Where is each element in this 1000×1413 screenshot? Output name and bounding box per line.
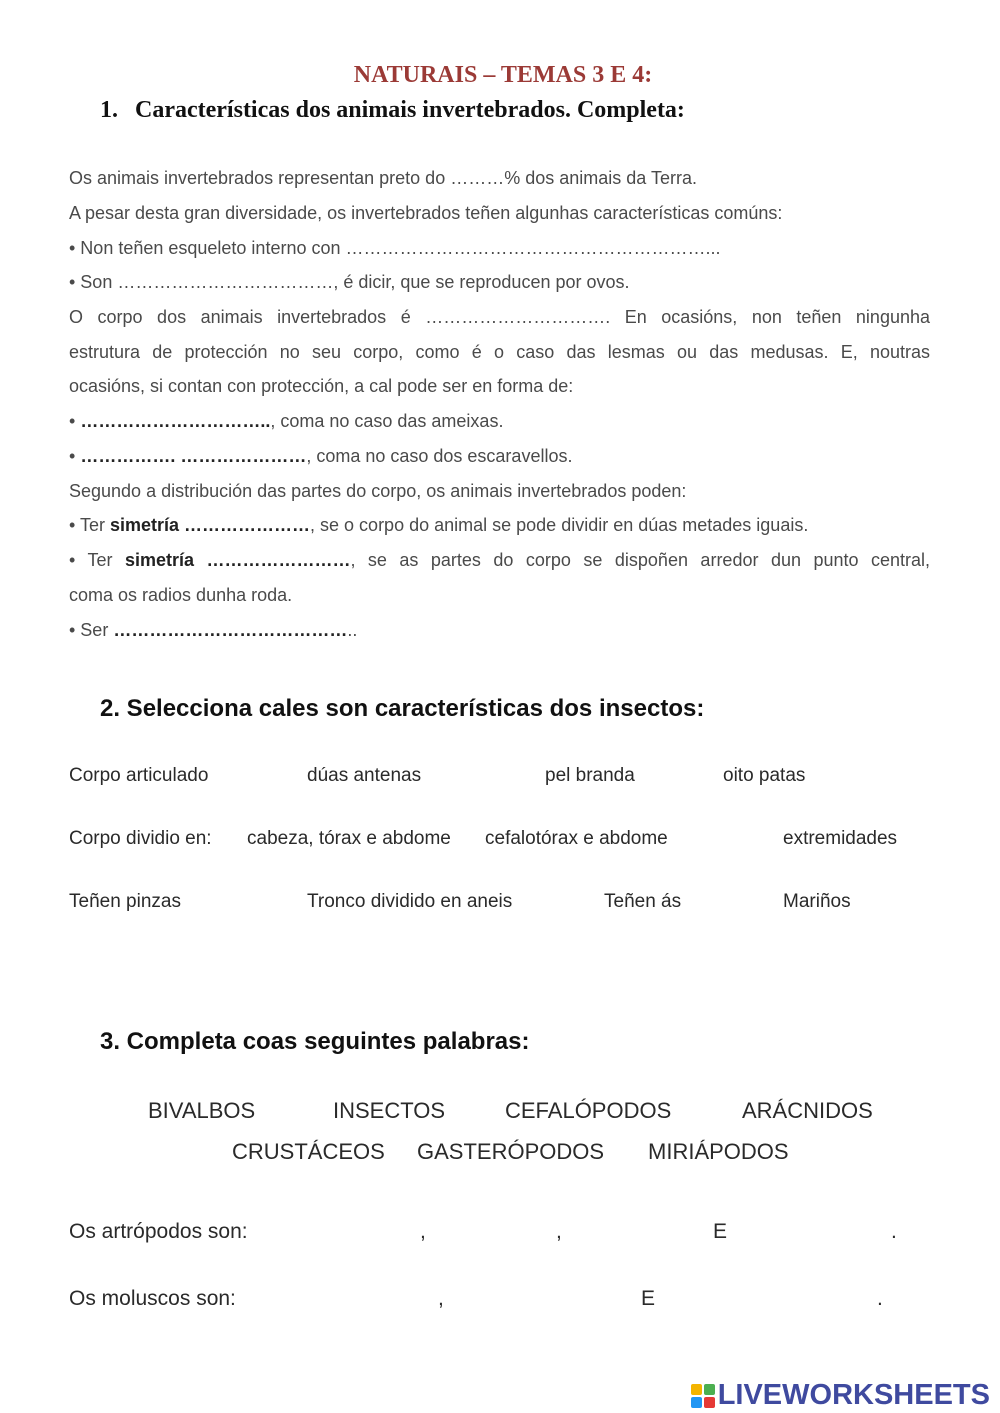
bullet-shell-prefix: • xyxy=(69,411,81,431)
label-corpo-dividio: Corpo dividio en: xyxy=(69,828,212,849)
logo-square-2 xyxy=(704,1384,715,1395)
sym2-prefix: • Ter xyxy=(69,550,125,570)
text-line-diversity: A pesar desta gran diversidade, os invertebrados teñen algunhas características comúns: xyxy=(69,203,783,223)
text-line-percentage: Os animais invertebrados representan preto do ………% dos animais da Terra. xyxy=(69,168,697,188)
sym1-prefix: • Ter xyxy=(69,515,110,535)
word-bivalbos[interactable]: BIVALBOS xyxy=(148,1098,256,1123)
section-2-heading: 2. Selecciona cales son características dos insectos: xyxy=(100,695,705,722)
logo-text: LIVEWORKSHEETS xyxy=(717,1379,990,1411)
bullet-exo-text: , coma no caso dos escaravellos. xyxy=(306,446,573,466)
liveworksheets-logo xyxy=(691,1379,990,1412)
option-duas-antenas[interactable]: dúas antenas xyxy=(307,765,422,786)
arthropods-end: . xyxy=(891,1220,897,1243)
text-line-body: O corpo dos animais invertebrados é …………………………. En ocasións, non teñen ningunha xyxy=(69,307,930,327)
option-extremidades[interactable]: extremidades xyxy=(783,828,898,849)
section-1-number: 1. xyxy=(100,97,118,123)
option-tenen-as[interactable]: Teñen ás xyxy=(604,891,682,912)
bullet-exo-blank[interactable]: ……………. ………………… xyxy=(80,446,307,466)
logo-square-3 xyxy=(691,1397,702,1408)
bullet-symmetry-radial xyxy=(69,550,930,571)
ser-blank[interactable]: ………………………………… xyxy=(113,620,348,640)
arthropods-label: Os artrópodos son: xyxy=(69,1220,248,1243)
word-miriapodos[interactable]: MIRIÁPODOS xyxy=(648,1139,789,1164)
arthropods-and: E xyxy=(713,1220,728,1243)
option-tronco-aneis[interactable]: Tronco dividido en aneis xyxy=(307,891,513,912)
logo-squares-icon xyxy=(691,1384,715,1408)
bullet-symmetry-bilateral xyxy=(69,515,808,536)
logo-square-1 xyxy=(691,1384,702,1395)
option-cabeza-torax-abdome[interactable]: cabeza, tórax e abdome xyxy=(247,828,451,849)
bullet-exo-prefix: • xyxy=(69,446,81,466)
word-crustaceos[interactable]: CRUSTÁCEOS xyxy=(232,1139,385,1164)
molluscs-end: . xyxy=(877,1287,883,1310)
bullet-shell-text: , coma no caso das ameixas. xyxy=(270,411,504,431)
bullet-shell-blank[interactable]: ………………………….. xyxy=(80,411,271,431)
option-oito-patas[interactable]: oito patas xyxy=(723,765,806,786)
bullet-exoskeleton xyxy=(69,446,572,467)
option-pel-branda[interactable]: pel branda xyxy=(545,765,635,786)
section-1-heading xyxy=(100,97,685,124)
option-cefalotorax-abdome[interactable]: cefalotórax e abdome xyxy=(485,828,668,849)
molluscs-and: E xyxy=(641,1287,656,1310)
page-title: NATURAIS – TEMAS 3 E 4: xyxy=(353,62,653,88)
logo-square-4 xyxy=(704,1397,715,1408)
word-cefalopodos[interactable]: CEFALÓPODOS xyxy=(505,1098,672,1123)
arthropods-comma-2: , xyxy=(556,1220,562,1243)
sym2-blank[interactable]: simetría …………………… xyxy=(124,550,351,570)
text-line-protection: estrutura de protección no seu corpo, como é o caso das lesmas ou das medusas. E, noutras xyxy=(69,342,930,362)
bullet-asymmetric xyxy=(69,620,357,641)
option-marinos[interactable]: Mariños xyxy=(783,891,851,912)
word-aracnidos[interactable]: ARÁCNIDOS xyxy=(742,1098,873,1123)
arthropods-comma-1: , xyxy=(420,1220,426,1243)
text-line-distribution: Segundo a distribución das partes do corpo, os animais invertebrados poden: xyxy=(69,481,687,501)
molluscs-comma-1: , xyxy=(438,1287,444,1310)
option-corpo-articulado[interactable]: Corpo articulado xyxy=(69,765,209,786)
ser-prefix: • Ser xyxy=(69,620,114,640)
sym1-blank[interactable]: simetría ………………… xyxy=(109,515,311,535)
molluscs-label: Os moluscos son: xyxy=(69,1287,236,1310)
word-insectos[interactable]: INSECTOS xyxy=(333,1098,446,1123)
text-line-wheel: coma os radios dunha roda. xyxy=(69,585,293,605)
sym2-text: , se as partes do corpo se dispoñen arredor dun punto central, xyxy=(350,550,930,570)
bullet-shell xyxy=(69,411,503,432)
sym1-text: , se o corpo do animal se pode dividir en dúas metades iguais. xyxy=(310,515,809,535)
section-1-title: Características dos animais invertebrados. Completa: xyxy=(135,97,685,123)
text-line-forms: ocasións, si contan con protección, a cal pode ser en forma de: xyxy=(69,376,574,396)
word-gasteropodos[interactable]: GASTERÓPODOS xyxy=(417,1139,605,1164)
text-line-eggs: • Son ………………………………, é dicir, que se reproducen por ovos. xyxy=(69,272,630,292)
ser-text: .. xyxy=(347,620,358,640)
option-tenen-pinzas[interactable]: Teñen pinzas xyxy=(69,891,181,912)
text-line-skeleton: • Non teñen esqueleto interno con ……………………………………………………... xyxy=(69,238,721,258)
section-3-heading: 3. Completa coas seguintes palabras: xyxy=(100,1028,530,1055)
